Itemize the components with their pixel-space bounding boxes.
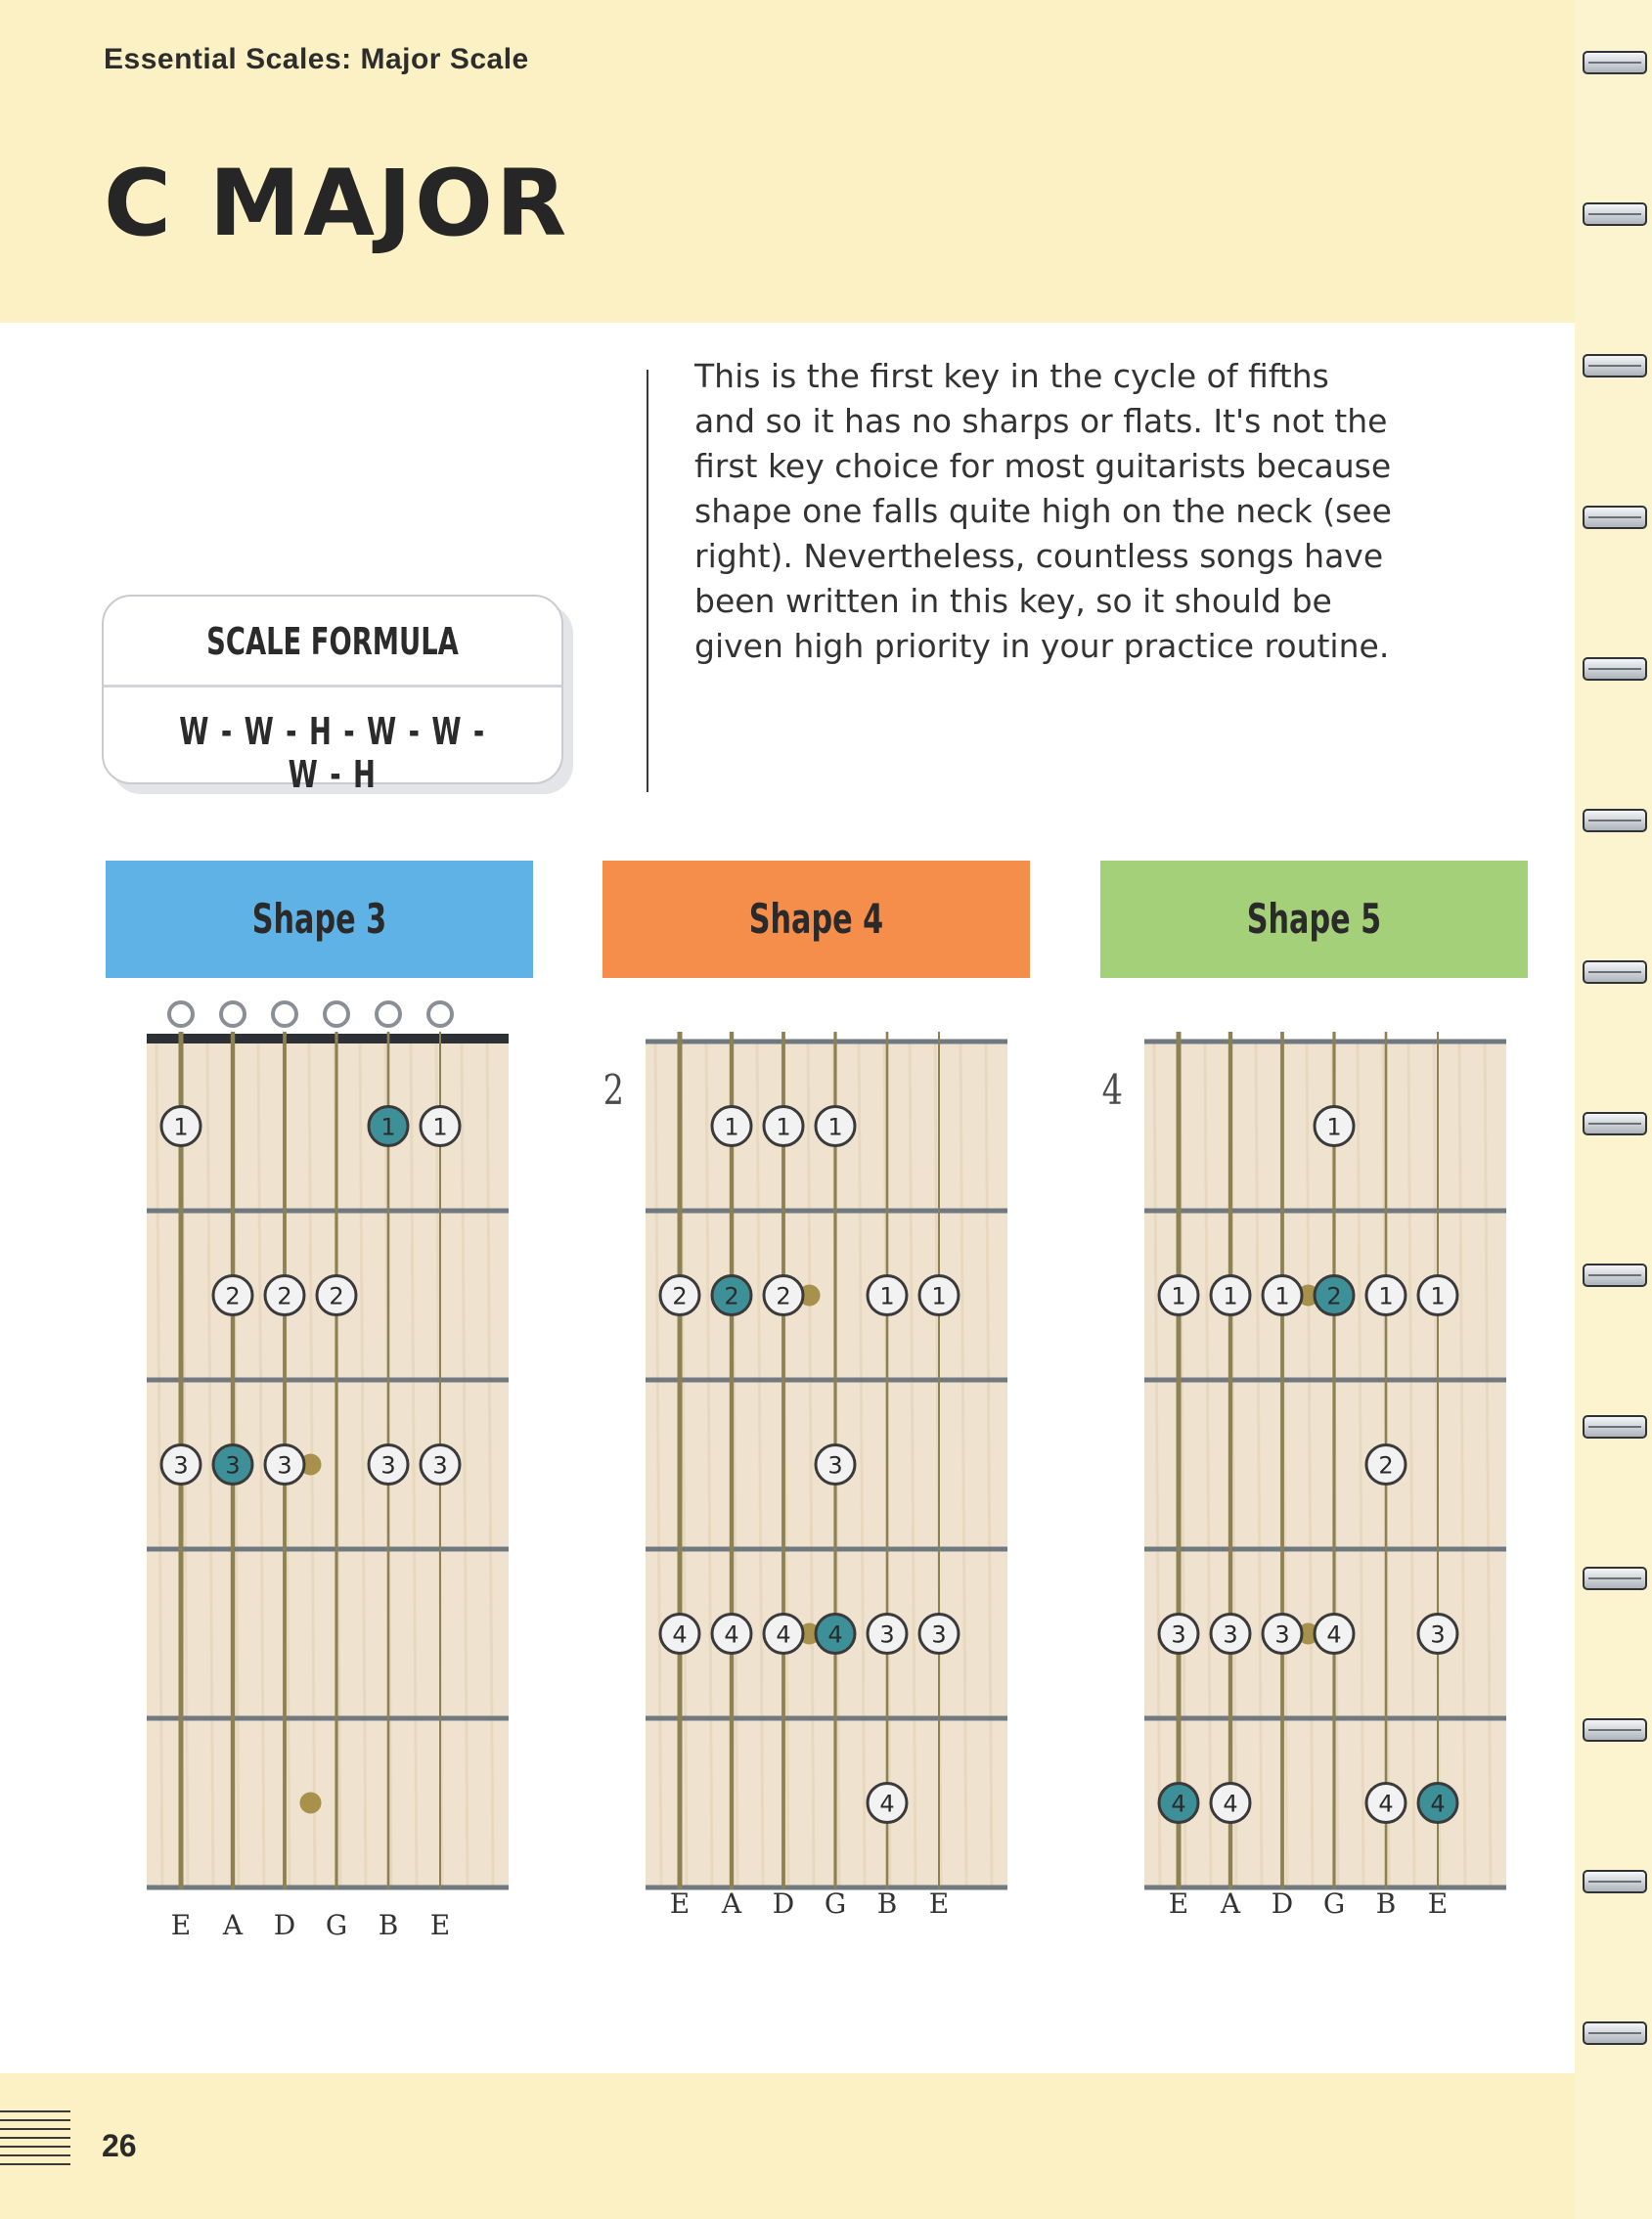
note-marker: [1366, 1276, 1406, 1315]
spiral-ring: [1583, 1264, 1647, 1287]
note-marker: [919, 1276, 959, 1315]
nut: [147, 1034, 509, 1043]
note-marker: [1263, 1276, 1302, 1315]
note-finger-number: 1: [776, 1113, 791, 1141]
fretboard: [1144, 1042, 1506, 1887]
spiral-ring: [1583, 657, 1647, 681]
note-finger-number: 4: [1223, 1790, 1238, 1818]
note-finger-number: 1: [173, 1113, 189, 1141]
note-marker: [764, 1276, 803, 1315]
note-finger-number: 2: [225, 1282, 241, 1310]
spiral-ring: [1583, 1415, 1647, 1439]
spiral-ring: [1583, 506, 1647, 529]
page-number: 26: [102, 2128, 137, 2163]
string-label: A: [1220, 1887, 1241, 1920]
shape-4-header: [603, 861, 1030, 978]
string-label: D: [273, 1909, 296, 1941]
note-marker: [1315, 1615, 1354, 1654]
note-marker: [369, 1445, 408, 1485]
note-finger-number: 1: [380, 1113, 396, 1141]
note-finger-number: 1: [931, 1282, 947, 1310]
note-marker: [1418, 1276, 1457, 1315]
note-finger-number: 1: [432, 1113, 448, 1141]
string-label: E: [928, 1887, 950, 1920]
note-marker: [161, 1445, 201, 1485]
open-string-marker: [428, 1002, 452, 1026]
note-marker: [660, 1276, 699, 1315]
note-finger-number: 3: [173, 1451, 189, 1480]
note-finger-number: 2: [776, 1282, 791, 1310]
note-finger-number: 3: [1430, 1620, 1446, 1649]
note-marker: [712, 1615, 751, 1654]
root-note-marker: [213, 1445, 252, 1485]
shape-5-diagram: [1144, 988, 1506, 1966]
root-note-marker: [712, 1276, 751, 1315]
note-finger-number: 2: [277, 1282, 292, 1310]
note-finger-number: 1: [1223, 1282, 1238, 1310]
spiral-ring: [1583, 354, 1647, 377]
note-finger-number: 2: [724, 1282, 739, 1310]
scale-formula-box: [102, 595, 563, 796]
string-label: G: [325, 1909, 348, 1941]
note-finger-number: 3: [277, 1451, 292, 1480]
root-note-marker: [1159, 1784, 1198, 1823]
spiral-binding: [1575, 0, 1652, 2219]
note-marker: [764, 1615, 803, 1654]
page-title: C MAJOR: [104, 151, 570, 257]
string-label: E: [669, 1887, 691, 1920]
shape-5-string-labels: [1144, 1887, 1506, 1923]
shape-5-label: Shape 5: [1246, 895, 1382, 943]
shape-4-label: Shape 4: [748, 895, 884, 943]
note-finger-number: 4: [1430, 1790, 1446, 1818]
note-finger-number: 3: [1274, 1620, 1290, 1649]
note-finger-number: 1: [1378, 1282, 1394, 1310]
note-finger-number: 3: [380, 1451, 396, 1480]
note-finger-number: 4: [879, 1790, 895, 1818]
note-marker: [265, 1445, 304, 1485]
note-marker: [816, 1445, 855, 1485]
string-label: A: [721, 1887, 742, 1920]
note-finger-number: 1: [1171, 1282, 1186, 1310]
spiral-ring: [1583, 1718, 1647, 1742]
string-label: E: [1427, 1887, 1449, 1920]
open-string-marker: [221, 1002, 245, 1026]
spiral-ring: [1583, 1870, 1647, 1893]
note-marker: [1315, 1107, 1354, 1146]
shape-3-label: Shape 3: [251, 895, 387, 943]
spiral-ring: [1583, 960, 1647, 984]
root-note-marker: [369, 1107, 408, 1146]
note-finger-number: 4: [724, 1620, 739, 1649]
note-finger-number: 4: [1378, 1790, 1394, 1818]
scale-formula-value: W - W - H - W - W - W - H: [179, 710, 486, 796]
note-finger-number: 4: [776, 1620, 791, 1649]
note-marker: [1211, 1784, 1250, 1823]
scale-formula-title: SCALE FORMULA: [206, 620, 459, 663]
shape-4-fret-marker: 2: [603, 1066, 625, 1114]
note-finger-number: 2: [672, 1282, 688, 1310]
note-finger-number: 1: [879, 1282, 895, 1310]
root-note-marker: [1418, 1784, 1457, 1823]
note-marker: [764, 1107, 803, 1146]
shape-3-header: [106, 861, 533, 978]
shape-4-string-labels: [646, 1887, 1007, 1923]
string-label: D: [772, 1887, 795, 1920]
shape-5-header: [1100, 861, 1528, 978]
root-note-marker: [1315, 1276, 1354, 1315]
string-label: E: [1168, 1887, 1189, 1920]
root-note-marker: [816, 1615, 855, 1654]
string-label: D: [1271, 1887, 1294, 1920]
note-marker: [868, 1615, 907, 1654]
string-label: B: [876, 1887, 898, 1920]
spiral-ring: [1583, 809, 1647, 832]
footer-band: [0, 2073, 1575, 2219]
note-finger-number: 1: [1430, 1282, 1446, 1310]
note-marker: [1366, 1445, 1406, 1485]
note-finger-number: 2: [1326, 1282, 1342, 1310]
description-text: This is the first key in the cycle of fifths and so it has no sharps or flats. It's not the first key choice for most guitarists because shape one falls quite high on the neck (see right). Nevertheless, countless songs have been written in this key, so it should be given high priority in your practice routine.: [694, 357, 1392, 665]
note-finger-number: 3: [225, 1451, 241, 1480]
note-finger-number: 1: [724, 1113, 739, 1141]
note-marker: [868, 1276, 907, 1315]
note-finger-number: 3: [1223, 1620, 1238, 1649]
string-label: B: [378, 1909, 399, 1941]
note-marker: [161, 1107, 201, 1146]
spiral-ring: [1583, 202, 1647, 226]
fret-inlay: [300, 1793, 322, 1814]
note-marker: [868, 1784, 907, 1823]
shape-3-string-labels: [147, 1909, 509, 1944]
string-label: B: [1375, 1887, 1397, 1920]
string-label: E: [429, 1909, 451, 1941]
note-finger-number: 3: [879, 1620, 895, 1649]
spiral-ring: [1583, 1112, 1647, 1135]
string-label: G: [1322, 1887, 1346, 1920]
note-finger-number: 1: [1274, 1282, 1290, 1310]
note-marker: [1418, 1615, 1457, 1654]
note-marker: [1211, 1276, 1250, 1315]
note-finger-number: 2: [329, 1282, 344, 1310]
note-marker: [421, 1445, 460, 1485]
note-finger-number: 1: [1326, 1113, 1342, 1141]
note-marker: [1159, 1615, 1198, 1654]
note-marker: [1366, 1784, 1406, 1823]
note-finger-number: 3: [432, 1451, 448, 1480]
shape-3-diagram: [147, 988, 509, 1966]
note-finger-number: 2: [1378, 1451, 1394, 1480]
note-finger-number: 3: [931, 1620, 947, 1649]
note-marker: [816, 1107, 855, 1146]
formula-divider: [104, 685, 561, 688]
note-finger-number: 1: [827, 1113, 843, 1141]
note-marker: [421, 1107, 460, 1146]
note-finger-number: 4: [1171, 1790, 1186, 1818]
note-marker: [1211, 1615, 1250, 1654]
note-finger-number: 4: [672, 1620, 688, 1649]
note-finger-number: 3: [1171, 1620, 1186, 1649]
spiral-ring: [1583, 1567, 1647, 1590]
note-marker: [712, 1107, 751, 1146]
section-label: Essential Scales: Major Scale: [104, 43, 529, 75]
open-string-marker: [169, 1002, 193, 1026]
spiral-ring: [1583, 51, 1647, 74]
note-finger-number: 3: [827, 1451, 843, 1480]
note-finger-number: 4: [827, 1620, 843, 1649]
column-divider: [647, 370, 648, 792]
string-label: E: [170, 1909, 192, 1941]
shape-5-fret-marker: 4: [1101, 1066, 1124, 1114]
shape-4-diagram: [646, 988, 1007, 1966]
note-marker: [660, 1615, 699, 1654]
corner-lines: [0, 2110, 70, 2172]
note-marker: [213, 1276, 252, 1315]
open-string-marker: [377, 1002, 400, 1026]
open-string-marker: [325, 1002, 348, 1026]
note-marker: [919, 1615, 959, 1654]
note-marker: [1263, 1615, 1302, 1654]
open-string-marker: [273, 1002, 296, 1026]
string-label: G: [824, 1887, 847, 1920]
spiral-ring: [1583, 2021, 1647, 2045]
note-finger-number: 4: [1326, 1620, 1342, 1649]
note-marker: [1159, 1276, 1198, 1315]
note-marker: [317, 1276, 356, 1315]
string-label: A: [222, 1909, 244, 1941]
note-marker: [265, 1276, 304, 1315]
